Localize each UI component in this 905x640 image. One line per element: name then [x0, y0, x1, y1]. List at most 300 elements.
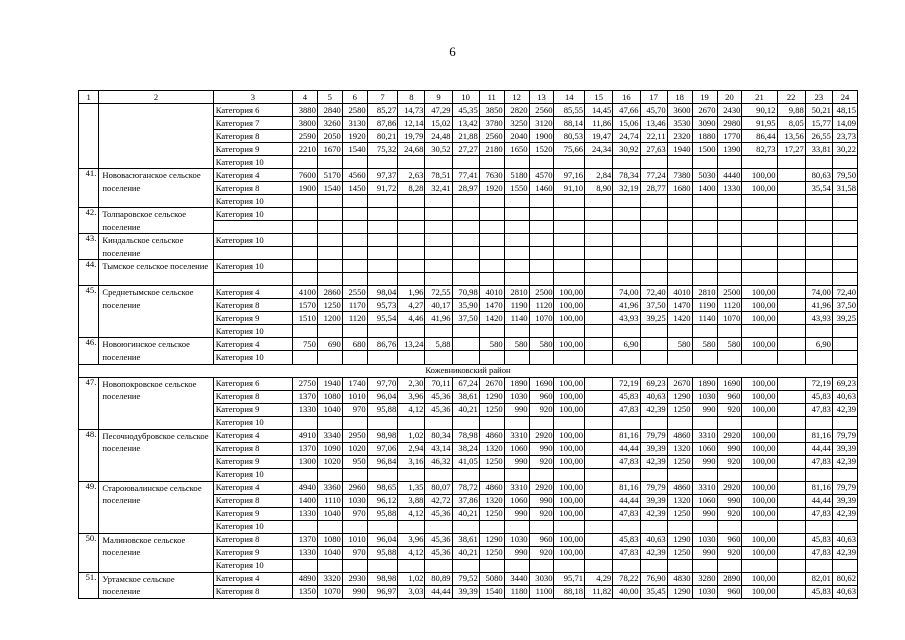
category-cell: Категория 4 [213, 572, 292, 585]
value-cell: 1350 [292, 585, 317, 598]
value-cell: 4860 [667, 429, 692, 442]
value-cell: 990 [529, 494, 554, 507]
value-cell: 1040 [317, 403, 342, 416]
category-cell: Категория 10 [213, 208, 292, 221]
value-cell: 3780 [479, 117, 504, 130]
value-cell [640, 416, 667, 429]
category-cell: Категория 4 [213, 481, 292, 494]
value-cell: 100,00 [742, 546, 777, 559]
settlement-name: Малиновское сельское поселение [99, 533, 213, 572]
value-cell [585, 546, 613, 559]
value-cell [317, 208, 342, 221]
settlement-name: Киндальское сельское поселение [99, 234, 213, 260]
value-cell: 3,16 [398, 455, 425, 468]
value-cell [342, 351, 367, 364]
value-cell [367, 325, 398, 338]
value-cell: 3,96 [398, 390, 425, 403]
value-cell: 82,73 [742, 143, 777, 156]
value-cell: 4560 [342, 169, 367, 182]
header-cell: 20 [717, 91, 742, 104]
value-cell [777, 585, 805, 598]
value-cell: 42,39 [832, 455, 857, 468]
value-cell [717, 520, 742, 533]
value-cell [585, 481, 613, 494]
value-cell [529, 234, 554, 247]
value-cell: 3,03 [398, 585, 425, 598]
value-cell: 100,00 [742, 585, 777, 598]
value-cell: 1770 [717, 130, 742, 143]
value-cell: 77,41 [452, 169, 479, 182]
value-cell: 39,25 [832, 312, 857, 325]
value-cell: 100,00 [742, 507, 777, 520]
value-cell: 1140 [504, 312, 529, 325]
value-cell [742, 156, 777, 169]
value-cell: 1400 [692, 182, 717, 195]
value-cell: 1650 [504, 143, 529, 156]
value-cell [777, 351, 805, 364]
category-cell: Категория 9 [213, 312, 292, 325]
value-cell [777, 429, 805, 442]
value-cell: 1250 [479, 507, 504, 520]
value-cell: 3030 [529, 572, 554, 585]
value-cell [585, 156, 613, 169]
value-cell [692, 247, 717, 260]
value-cell: 100,00 [742, 429, 777, 442]
value-cell [613, 195, 640, 208]
header-cell: 4 [292, 91, 317, 104]
value-cell: 2580 [342, 104, 367, 117]
value-cell [504, 195, 529, 208]
value-cell: 47,83 [613, 507, 640, 520]
value-cell [832, 520, 857, 533]
value-cell: 1070 [717, 312, 742, 325]
value-cell: 5180 [504, 169, 529, 182]
value-cell: 95,88 [367, 403, 398, 416]
value-cell [717, 247, 742, 260]
category-cell: Категория 4 [213, 429, 292, 442]
value-cell: 100,00 [554, 507, 585, 520]
value-cell: 4830 [667, 572, 692, 585]
settlement-number: 44. [79, 260, 99, 286]
value-cell [504, 234, 529, 247]
value-cell: 990 [342, 585, 367, 598]
value-cell [292, 156, 317, 169]
value-cell [717, 351, 742, 364]
value-cell [777, 325, 805, 338]
value-cell: 3280 [692, 572, 717, 585]
value-cell [452, 468, 479, 481]
value-cell [832, 208, 857, 221]
value-cell: 45,35 [452, 104, 479, 117]
value-cell [504, 273, 529, 286]
value-cell: 45,83 [805, 533, 832, 546]
value-cell [342, 559, 367, 572]
region-row [79, 364, 858, 377]
value-cell [805, 520, 832, 533]
value-cell [717, 208, 742, 221]
value-cell [777, 338, 805, 351]
value-cell: 48,15 [832, 104, 857, 117]
value-cell [613, 520, 640, 533]
value-cell [479, 351, 504, 364]
value-cell [425, 351, 452, 364]
value-cell: 39,25 [640, 312, 667, 325]
value-cell: 1120 [342, 312, 367, 325]
value-cell [504, 208, 529, 221]
value-cell [398, 195, 425, 208]
value-cell: 3880 [292, 104, 317, 117]
value-cell [529, 156, 554, 169]
value-cell: 1940 [667, 143, 692, 156]
settlement-name [99, 104, 213, 169]
value-cell: 3310 [504, 429, 529, 442]
value-cell: 2810 [692, 286, 717, 299]
value-cell: 3310 [504, 481, 529, 494]
value-cell: 100,00 [554, 299, 585, 312]
value-cell: 1020 [342, 442, 367, 455]
table-row [79, 338, 858, 351]
value-cell: 990 [692, 546, 717, 559]
settlement-name: Новопокровское сельское поселение [99, 377, 213, 429]
value-cell: 88,18 [554, 585, 585, 598]
value-cell: 1890 [692, 377, 717, 390]
value-cell: 40,17 [425, 299, 452, 312]
value-cell: 2810 [504, 286, 529, 299]
value-cell [805, 416, 832, 429]
value-cell [585, 247, 613, 260]
value-cell: 4,12 [398, 403, 425, 416]
value-cell: 32,41 [425, 182, 452, 195]
header-cell: 16 [613, 91, 640, 104]
value-cell: 920 [529, 546, 554, 559]
value-cell [717, 260, 742, 273]
header-row [79, 91, 858, 104]
value-cell: 1330 [292, 403, 317, 416]
settlement-name: Новоюгинское сельское поселение [99, 338, 213, 364]
value-cell [398, 247, 425, 260]
value-cell: 960 [717, 585, 742, 598]
value-cell: 1670 [317, 143, 342, 156]
value-cell [585, 377, 613, 390]
value-cell [585, 468, 613, 481]
value-cell [452, 273, 479, 286]
value-cell: 90,12 [742, 104, 777, 117]
value-cell: 4,12 [398, 507, 425, 520]
category-cell: Категория 10 [213, 156, 292, 169]
value-cell: 31,58 [832, 182, 857, 195]
value-cell: 1330 [292, 546, 317, 559]
value-cell [479, 416, 504, 429]
value-cell [292, 416, 317, 429]
value-cell: 1370 [292, 442, 317, 455]
value-cell: 2750 [292, 377, 317, 390]
value-cell: 79,79 [640, 481, 667, 494]
value-cell [452, 416, 479, 429]
value-cell: 1520 [529, 143, 554, 156]
value-cell: 1,02 [398, 572, 425, 585]
value-cell: 1120 [529, 299, 554, 312]
value-cell: 6,90 [613, 338, 640, 351]
value-cell [805, 351, 832, 364]
value-cell: 47,83 [613, 455, 640, 468]
value-cell: 47,83 [805, 546, 832, 559]
value-cell [292, 221, 317, 234]
value-cell: 100,00 [554, 494, 585, 507]
value-cell [425, 234, 452, 247]
value-cell: 1690 [529, 377, 554, 390]
category-cell: Категория 9 [213, 455, 292, 468]
page-number: 6 [449, 44, 456, 59]
value-cell [585, 494, 613, 507]
value-cell [479, 325, 504, 338]
value-cell: 14,09 [832, 117, 857, 130]
value-cell: 14,45 [585, 104, 613, 117]
value-cell: 2040 [504, 130, 529, 143]
value-cell: 100,00 [554, 455, 585, 468]
value-cell: 1030 [692, 533, 717, 546]
value-cell: 42,39 [640, 507, 667, 520]
value-cell: 1680 [667, 182, 692, 195]
value-cell [554, 416, 585, 429]
value-cell: 40,63 [640, 533, 667, 546]
value-cell: 23,73 [832, 130, 857, 143]
value-cell: 4440 [717, 169, 742, 182]
value-cell: 43,93 [805, 312, 832, 325]
value-cell: 1030 [692, 585, 717, 598]
category-cell: Категория 10 [213, 234, 292, 247]
table-row [79, 260, 858, 273]
value-cell: 97,06 [367, 442, 398, 455]
value-cell: 100,00 [742, 572, 777, 585]
value-cell [367, 416, 398, 429]
value-cell: 45,36 [425, 546, 452, 559]
value-cell: 2560 [479, 130, 504, 143]
value-cell [367, 156, 398, 169]
value-cell [832, 156, 857, 169]
value-cell: 1250 [317, 299, 342, 312]
value-cell [554, 247, 585, 260]
category-cell: Категория 8 [213, 585, 292, 598]
value-cell [777, 169, 805, 182]
value-cell [640, 273, 667, 286]
value-cell: 43,93 [613, 312, 640, 325]
value-cell [613, 156, 640, 169]
value-cell: 1920 [479, 182, 504, 195]
value-cell: 960 [529, 533, 554, 546]
value-cell: 1030 [504, 533, 529, 546]
value-cell: 100,00 [742, 442, 777, 455]
value-cell: 50,21 [805, 104, 832, 117]
category-cell: Категория 10 [213, 468, 292, 481]
value-cell [479, 468, 504, 481]
value-cell: 1010 [342, 533, 367, 546]
category-cell: Категория 8 [213, 390, 292, 403]
value-cell [452, 325, 479, 338]
value-cell [667, 273, 692, 286]
value-cell: 1,35 [398, 481, 425, 494]
value-cell: 2670 [692, 104, 717, 117]
value-cell: 5,88 [425, 338, 452, 351]
value-cell: 1920 [342, 130, 367, 143]
category-cell: Категория 10 [213, 559, 292, 572]
value-cell: 1320 [667, 442, 692, 455]
category-cell: Категория 9 [213, 507, 292, 520]
value-cell: 1120 [717, 299, 742, 312]
value-cell [398, 325, 425, 338]
value-cell [777, 468, 805, 481]
value-cell [692, 234, 717, 247]
value-cell: 4890 [292, 572, 317, 585]
header-cell: 3 [213, 91, 292, 104]
value-cell [717, 273, 742, 286]
value-cell: 72,40 [640, 286, 667, 299]
value-cell: 2920 [717, 429, 742, 442]
value-cell: 3850 [479, 104, 504, 117]
value-cell: 42,39 [832, 403, 857, 416]
value-cell [805, 208, 832, 221]
value-cell: 41,96 [805, 299, 832, 312]
value-cell: 80,63 [805, 169, 832, 182]
value-cell [504, 520, 529, 533]
value-cell [692, 260, 717, 273]
value-cell: 98,04 [367, 286, 398, 299]
value-cell: 80,62 [832, 572, 857, 585]
header-cell: 19 [692, 91, 717, 104]
value-cell [425, 325, 452, 338]
value-cell: 2860 [317, 286, 342, 299]
value-cell [317, 195, 342, 208]
value-cell [805, 247, 832, 260]
value-cell [452, 338, 479, 351]
value-cell: 2930 [342, 572, 367, 585]
header-cell: 2 [99, 91, 213, 104]
category-cell: Категория 8 [213, 494, 292, 507]
header-cell: 21 [742, 91, 777, 104]
value-cell: 96,84 [367, 455, 398, 468]
value-cell: 1080 [317, 390, 342, 403]
value-cell: 87,86 [367, 117, 398, 130]
value-cell: 81,16 [613, 429, 640, 442]
settlement-number: 42. [79, 208, 99, 234]
value-cell: 45,36 [425, 533, 452, 546]
value-cell: 960 [717, 533, 742, 546]
header-cell: 10 [452, 91, 479, 104]
value-cell [398, 260, 425, 273]
value-cell: 1250 [667, 546, 692, 559]
value-cell [640, 247, 667, 260]
value-cell: 3800 [292, 117, 317, 130]
value-cell [585, 520, 613, 533]
value-cell [425, 416, 452, 429]
value-cell: 40,21 [452, 507, 479, 520]
value-cell: 2,84 [585, 169, 613, 182]
value-cell [640, 208, 667, 221]
value-cell [777, 520, 805, 533]
value-cell [832, 325, 857, 338]
value-cell: 580 [717, 338, 742, 351]
value-cell: 3090 [692, 117, 717, 130]
value-cell [317, 247, 342, 260]
value-cell: 2210 [292, 143, 317, 156]
value-cell: 2890 [717, 572, 742, 585]
value-cell: 1290 [667, 390, 692, 403]
header-cell: 23 [805, 91, 832, 104]
value-cell [805, 559, 832, 572]
value-cell: 7380 [667, 169, 692, 182]
table-row [79, 104, 858, 117]
value-cell [529, 260, 554, 273]
category-cell: Категория 7 [213, 117, 292, 130]
value-cell: 37,50 [832, 299, 857, 312]
value-cell: 4860 [479, 429, 504, 442]
value-cell: 920 [529, 455, 554, 468]
value-cell: 100,00 [742, 169, 777, 182]
value-cell: 1470 [667, 299, 692, 312]
value-cell: 98,98 [367, 572, 398, 585]
value-cell: 72,19 [613, 377, 640, 390]
value-cell: 69,23 [832, 377, 857, 390]
value-cell [742, 416, 777, 429]
value-cell: 3,96 [398, 533, 425, 546]
settlement-number: 43. [79, 234, 99, 260]
value-cell [692, 416, 717, 429]
settlement-name: Толпаровское сельское поселение [99, 208, 213, 234]
value-cell: 4010 [667, 286, 692, 299]
value-cell [425, 273, 452, 286]
value-cell: 95,73 [367, 299, 398, 312]
value-cell [585, 208, 613, 221]
value-cell [317, 468, 342, 481]
value-cell: 81,16 [805, 429, 832, 442]
table-row [79, 481, 858, 494]
value-cell [452, 520, 479, 533]
settlement-number: 50. [79, 533, 99, 572]
value-cell: 44,44 [613, 494, 640, 507]
value-cell [777, 507, 805, 520]
value-cell [479, 520, 504, 533]
value-cell [504, 468, 529, 481]
value-cell: 8,05 [777, 117, 805, 130]
value-cell [667, 260, 692, 273]
value-cell [479, 247, 504, 260]
tariff-table [78, 90, 858, 599]
value-cell: 1880 [692, 130, 717, 143]
value-cell: 45,70 [640, 104, 667, 117]
value-cell [529, 208, 554, 221]
value-cell [504, 416, 529, 429]
value-cell [777, 442, 805, 455]
value-cell [717, 468, 742, 481]
value-cell: 8,90 [585, 182, 613, 195]
value-cell: 2320 [667, 130, 692, 143]
value-cell: 100,00 [554, 338, 585, 351]
value-cell [832, 247, 857, 260]
value-cell: 42,39 [640, 455, 667, 468]
value-cell [342, 273, 367, 286]
value-cell [585, 338, 613, 351]
value-cell: 2920 [717, 481, 742, 494]
value-cell [367, 195, 398, 208]
value-cell: 85,55 [554, 104, 585, 117]
category-cell: Категория 6 [213, 104, 292, 117]
value-cell [342, 416, 367, 429]
value-cell: 81,16 [613, 481, 640, 494]
value-cell: 28,97 [452, 182, 479, 195]
value-cell: 100,00 [554, 546, 585, 559]
value-cell: 35,45 [640, 585, 667, 598]
value-cell: 13,24 [398, 338, 425, 351]
value-cell: 33,81 [805, 143, 832, 156]
